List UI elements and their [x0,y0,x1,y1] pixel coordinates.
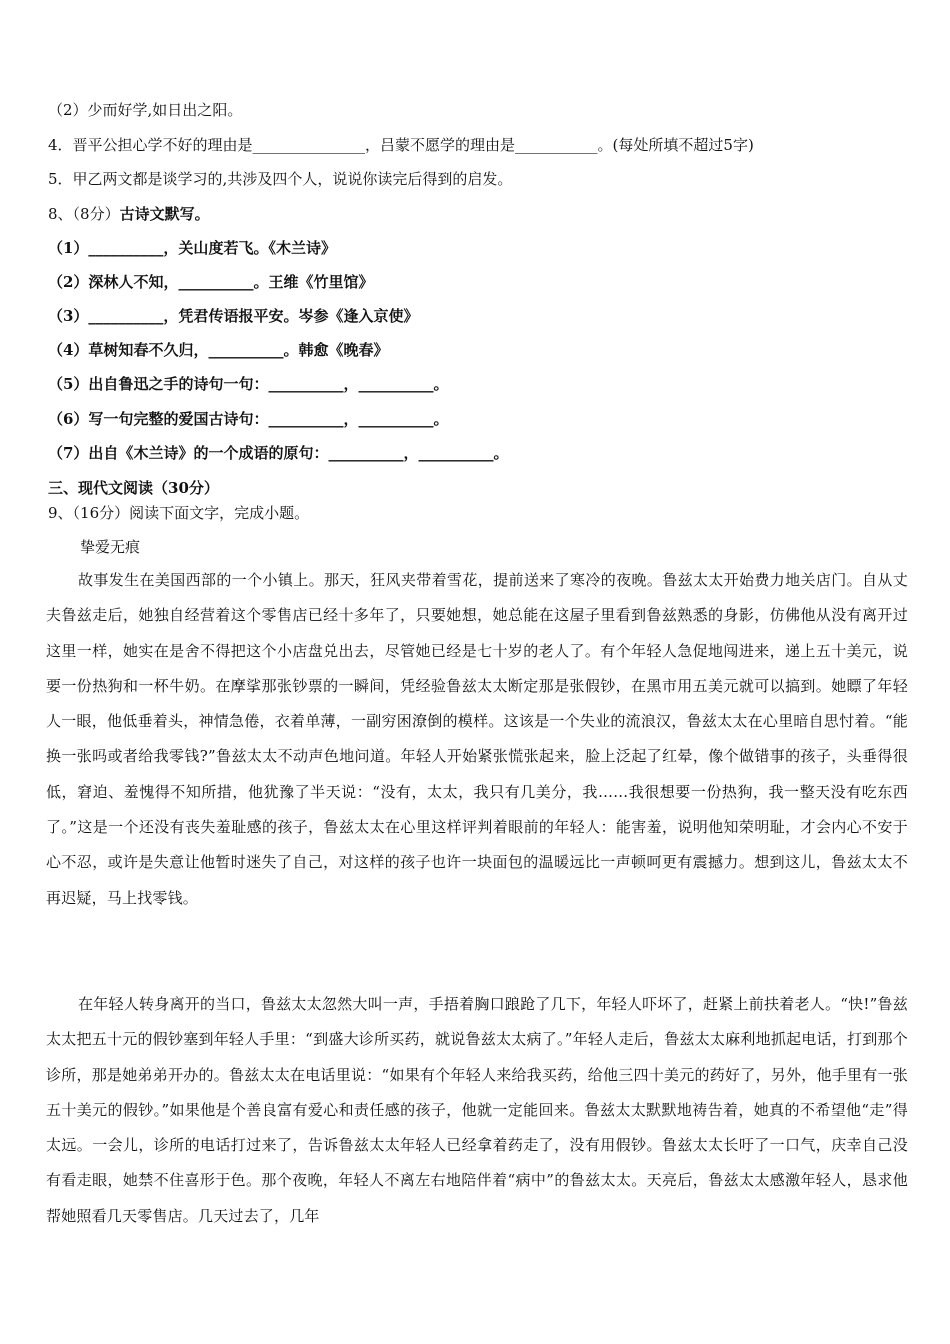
question-8-heading [48,204,910,224]
question-8-item-7: （7）出自《木兰诗》的一个成语的原句：__________，__________。 [48,444,509,462]
story-paragraph-2: 在年轻人转身离开的当口，鲁兹太太忽然大叫一声，手捂着胸口踉跄了几下，年轻人吓坏了，赶紧上前扶着老人。“快!”鲁兹太太把五十元的假钞塞到年轻人手里：“到盛大诊所买药，就说鲁兹太太病了。”年轻人走后，鲁兹太太麻利地抓起电话，打到那个诊所，那是她弟弟开办的。鲁兹太太在电话里说：“如果有个年轻人来给我买药，给他三四十美元的药好了，另外，他手里有一张五十美元的假钞。”如果他是个善良富有爱心和责任感的孩子，他就一定能回来。鲁兹太太默默地祷告着，她真的不希望他“走”得太远。一会儿，诊所的电话打过来了，告诉鲁兹太太年轻人已经拿着药走了，没有用假钞。鲁兹太太长吁了一口气，庆幸自己没有看走眼，她禁不住喜形于色。那个夜晚，年轻人不离左右地陪伴着“病中”的鲁兹太太。天亮后，鲁兹太太感激年轻人，恳求他帮她照看几天零售店。几天过去了，几年 [46,995,908,1225]
question-8-item-2: （2）深林人不知，__________。王维《竹里馆》 [48,273,374,291]
story-paragraph-1: 故事发生在美国西部的一个小镇上。那天，狂风夹带着雪花，提前送来了寒冷的夜晚。鲁兹太太开始费力地关店门。自从丈夫鲁兹走后，她独自经营着这个零售店已经十多年了，只要她想，她总能在这屋子里看到鲁兹熟悉的身影，仿佛他从没有离开过这里一样，她实在是舍不得把这个小店盘兑出去，尽管她已经是七十岁的老人了。有个年轻人急促地闯进来，递上五十美元，说要一份热狗和一杯牛奶。在摩挲那张钞票的一瞬间，凭经验鲁兹太太断定那是张假钞，在黑市用五美元就可以搞到。她瞟了年轻人一眼，他低垂着头，神情急倦，衣着单薄，一副穷困潦倒的模样。这该是一个失业的流浪汉，鲁兹太太在心里暗自思忖着。“能换一张吗或者给我零钱?”鲁兹太太不动声色地问道。年轻人开始紧张慌张起来，脸上泛起了红晕，像个做错事的孩子，头垂得很低，窘迫、羞愧得不知所措，他犹豫了半天说：“没有，太太，我只有几美分，我……我很想要一份热狗，我一整天没有吃东西了。”这是一个还没有丧失羞耻感的孩子，鲁兹太太在心里这样评判着眼前的年轻人：能害羞，说明他知荣明耻，才会内心不安于心不忍，或许是失意让他暂时迷失了自己，对这样的孩子也许一块面包的温暖远比一声顿呵更有震撼力。想到这儿，鲁兹太太不再迟疑，马上找零钱。 [46,571,908,907]
question-8-item-1: （1）__________，关山度若飞。《木兰诗》 [48,239,336,257]
question-8-item-6: （6）写一句完整的爱国古诗句：__________，__________。 [48,410,449,428]
question-8-prefix: 8、（8分） [48,205,120,223]
question-8-item-3: （3）__________，凭君传语报平安。岑参《逢入京使》 [48,307,419,325]
question-8-item-5: （5）出自鲁迅之手的诗句一句：__________，__________。 [48,375,449,393]
q-prev-item-2: （2）少而好学,如日出之阳。 [48,101,243,119]
section-3-heading: 三、现代文阅读（30分） [48,479,219,497]
story-title: 挚爱无痕 [80,538,141,556]
question-5: 5．甲乙两文都是谈学习的,共涉及四个人，说说你读完后得到的启发。 [48,170,513,188]
question-8-title: 古诗文默写。 [119,205,210,223]
question-9: 9、（16分）阅读下面文字，完成小题。 [48,504,310,522]
question-8-item-4: （4）草树知春不久归，__________。韩愈《晚春》 [48,341,389,359]
question-4: 4．晋平公担心学不好的理由是_______________，吕蒙不愿学的理由是___________。(每处所填不超过5字) [48,136,754,154]
